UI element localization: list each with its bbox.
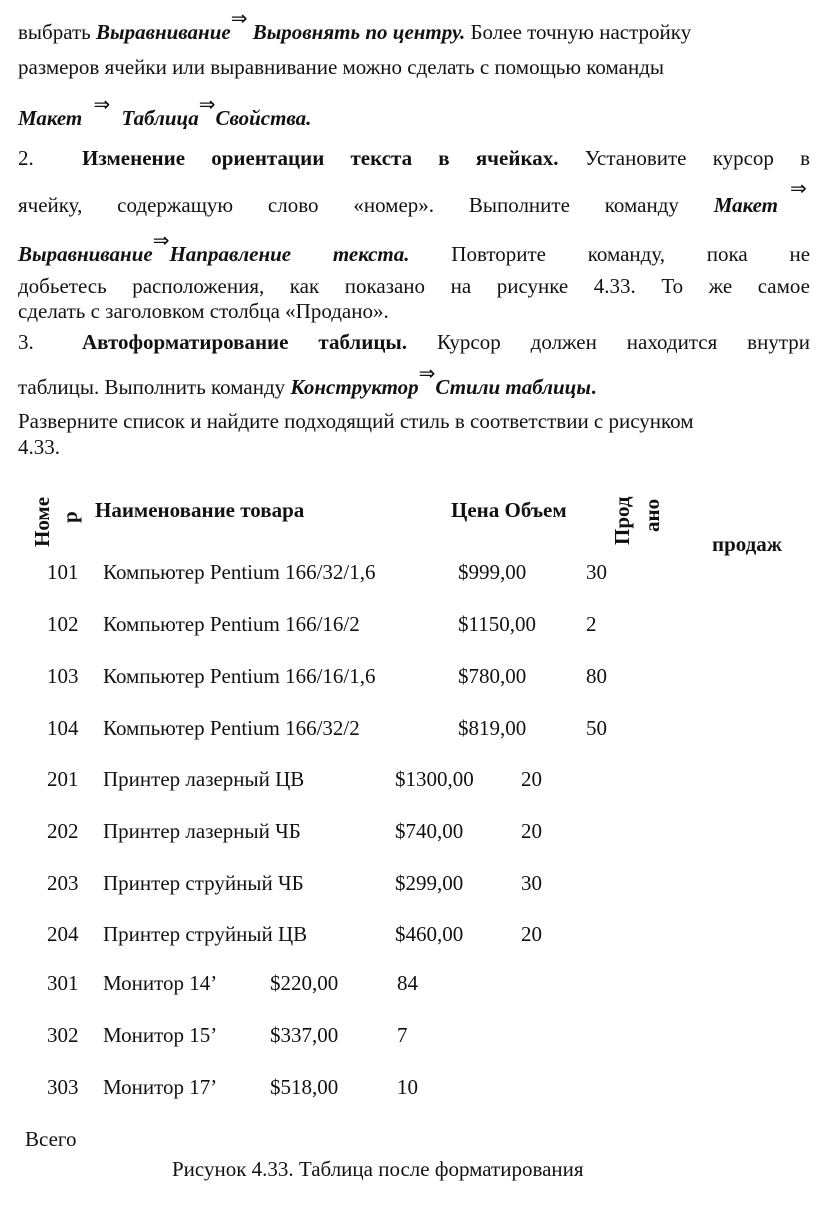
item2-text: Установите курсор в <box>584 146 811 170</box>
cell-quantity: 7 <box>397 1023 408 1047</box>
cell-price: $518,00 <box>270 1075 339 1099</box>
cell-price: $337,00 <box>270 1023 339 1047</box>
command-table: Таблица <box>121 106 199 130</box>
cell-price: $999,00 <box>458 560 527 584</box>
cell-name: Принтер струйный ЦВ <box>103 922 308 946</box>
arrow-icon: ⇒ <box>418 361 436 385</box>
item3-line-1 <box>82 330 810 355</box>
header-sold-part2: ано <box>640 498 664 532</box>
item3-line-3: Разверните список и найдите подходящий стиль в соответствии с рисунком <box>18 409 694 433</box>
item2-number: 2. <box>18 146 34 170</box>
cell-id: 101 <box>47 560 79 584</box>
intro-text: Более точную настройку <box>470 20 692 44</box>
header-name: Наименование товара <box>95 498 305 522</box>
arrow-icon: ⇒ <box>93 92 111 116</box>
cell-quantity: 80 <box>586 664 607 688</box>
cell-name: Монитор 17’ <box>103 1075 218 1099</box>
cell-price: $780,00 <box>458 664 527 688</box>
cell-price: $740,00 <box>395 819 464 843</box>
command-layout: Макет <box>713 193 779 217</box>
intro-line-1 <box>18 6 810 45</box>
command-layout: Макет <box>18 106 83 130</box>
command-align: Выравнивание <box>18 242 153 266</box>
header-price-volume: Цена Объем <box>451 498 567 522</box>
item2-line-2 <box>18 193 778 218</box>
cell-name: Принтер лазерный ЦВ <box>103 767 305 791</box>
cell-id: 201 <box>47 767 79 791</box>
cell-name: Монитор 14’ <box>103 971 218 995</box>
cell-quantity: 10 <box>397 1075 418 1099</box>
command-table-styles: Стили таблицы <box>435 375 591 399</box>
item3-line-2 <box>18 361 597 400</box>
cell-quantity: 2 <box>586 612 597 636</box>
item2-line-3 <box>18 228 811 267</box>
cell-quantity: 30 <box>586 560 607 584</box>
cell-price: $1150,00 <box>458 612 536 636</box>
cell-name: Компьютер Pentium 166/32/2 <box>103 716 360 740</box>
item3-text: Курсор должен находится внутри <box>436 330 810 354</box>
cell-name: Принтер лазерный ЧБ <box>103 819 301 843</box>
arrow-icon: ⇒ <box>230 6 248 30</box>
cell-id: 202 <box>47 819 79 843</box>
header-sold-part1: Прод <box>610 496 634 545</box>
cell-id: 303 <box>47 1075 79 1099</box>
cell-name: Принтер струйный ЧБ <box>103 871 304 895</box>
item3-title: Автоформатирование таблицы. <box>82 330 408 354</box>
cell-id: 104 <box>47 716 79 740</box>
header-number-part2: р <box>58 511 82 523</box>
cell-price: $819,00 <box>458 716 527 740</box>
item3-period: . <box>590 375 597 399</box>
cell-price: $460,00 <box>395 922 464 946</box>
item3-line-4: 4.33. <box>18 435 60 459</box>
cell-id: 102 <box>47 612 79 636</box>
header-sales: продаж <box>712 532 783 556</box>
command-text-direction: Направление текста. <box>169 242 410 266</box>
command-align-center: Выровнять по центру. <box>252 20 466 44</box>
arrow-icon: ⇒ <box>198 92 216 116</box>
cell-quantity: 20 <box>521 922 542 946</box>
cell-quantity: 84 <box>397 971 418 995</box>
cell-quantity: 20 <box>521 767 542 791</box>
header-number-part1: Номе <box>30 496 54 547</box>
intro-line-2: размеров ячейки или выравнивание можно сделать с помощью команды <box>18 55 664 79</box>
intro-text: выбрать <box>18 20 91 44</box>
command-align: Выравнивание <box>96 20 231 44</box>
item3-number: 3. <box>18 330 34 354</box>
item3-text: таблицы. Выполнить команду <box>18 375 286 399</box>
item2-text: ячейку, содержащую слово «номер». Выполните команду <box>18 193 679 217</box>
cell-id: 302 <box>47 1023 79 1047</box>
cell-id: 204 <box>47 922 79 946</box>
command-properties: Свойства. <box>215 106 312 130</box>
cell-id: 301 <box>47 971 79 995</box>
item2-text: Повторите команду, пока не <box>451 242 811 266</box>
command-designer: Конструктор <box>290 375 419 399</box>
cell-quantity: 50 <box>586 716 607 740</box>
cell-id: 103 <box>47 664 79 688</box>
cell-id: 203 <box>47 871 79 895</box>
arrow-icon: ⇒ <box>790 176 807 200</box>
item2-line-5: сделать с заголовком столбца «Продано». <box>18 299 389 323</box>
cell-quantity: 30 <box>521 871 542 895</box>
cell-name: Компьютер Pentium 166/16/1,6 <box>103 664 376 688</box>
figure-caption: Рисунок 4.33. Таблица после форматирования <box>172 1157 584 1181</box>
item2-line-1 <box>82 146 810 171</box>
cell-price: $220,00 <box>270 971 339 995</box>
cell-price: $299,00 <box>395 871 464 895</box>
cell-name: Компьютер Pentium 166/32/1,6 <box>103 560 376 584</box>
cell-quantity: 20 <box>521 819 542 843</box>
arrow-icon: ⇒ <box>152 228 170 252</box>
item2-title: Изменение ориентации текста в ячейках. <box>82 146 559 170</box>
cell-price: $1300,00 <box>395 767 474 791</box>
item2-line-4: добьетесь расположения, как показано на рисунке 4.33. То же самое <box>18 274 810 298</box>
table-total: Всего <box>25 1127 77 1151</box>
intro-line-3 <box>18 92 312 131</box>
cell-name: Компьютер Pentium 166/16/2 <box>103 612 360 636</box>
cell-name: Монитор 15’ <box>103 1023 218 1047</box>
